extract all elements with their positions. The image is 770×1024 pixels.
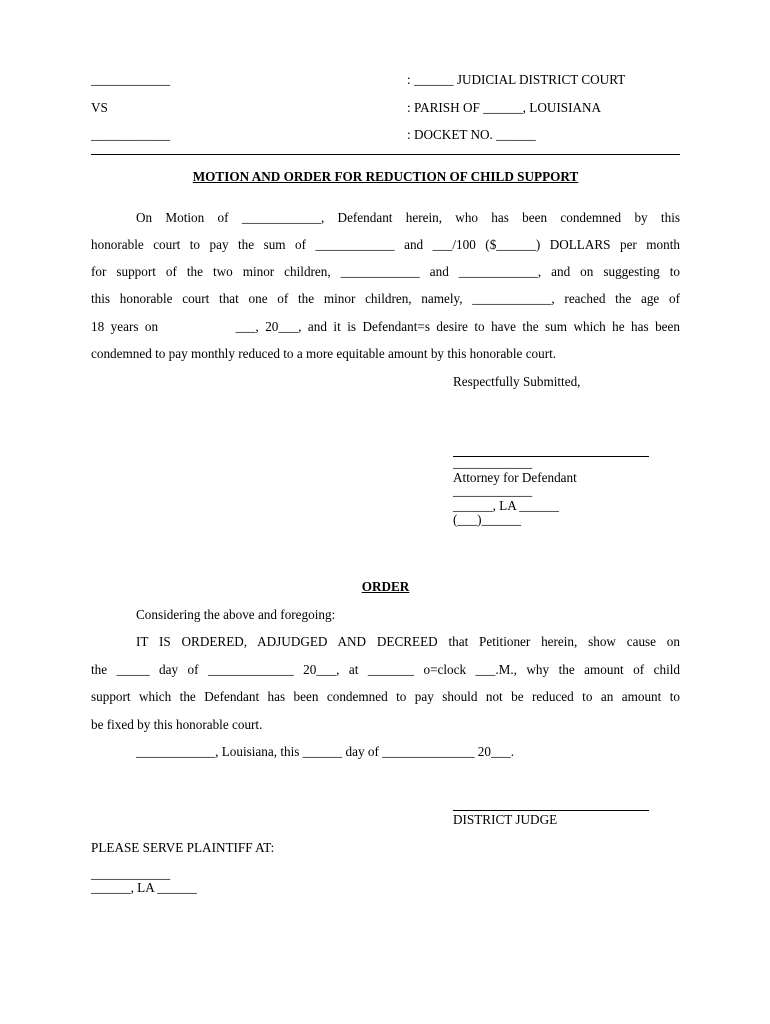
attorney-city-state: ______, LA ______	[453, 498, 559, 513]
motion-title: MOTION AND ORDER FOR REDUCTION OF CHILD SUPPORT	[192, 169, 579, 184]
caption-docket: : DOCKET NO. ______	[407, 127, 536, 142]
order-line: the _____ day of _____________ 20___, at _______ o=clock ___.M., why the amount of child	[91, 662, 680, 677]
order-considering: Considering the above and foregoing:	[136, 607, 336, 622]
caption-party2-blank: ____________	[91, 127, 171, 142]
order-date-line: ____________, Louisiana, this ______ day of ______________ 20___.	[136, 744, 515, 759]
order-line-last: be fixed by this honorable court.	[91, 717, 263, 732]
respectfully-submitted: Respectfully Submitted,	[453, 374, 581, 389]
judge-title: DISTRICT JUDGE	[453, 812, 558, 827]
order-title: ORDER	[361, 579, 410, 594]
motion-line: this honorable court that one of the minor children, namely, ____________, reached the age of	[91, 291, 680, 306]
caption-divider	[91, 154, 680, 155]
attorney-name-blank: ____________	[453, 455, 533, 470]
order-line: IT IS ORDERED, ADJUDGED AND DECREED that Petitioner herein, show cause on	[136, 634, 680, 649]
attorney-role: Attorney for Defendant	[453, 470, 577, 485]
caption-party1-blank: ____________	[91, 72, 171, 87]
service-label: PLEASE SERVE PLAINTIFF AT:	[91, 840, 275, 855]
attorney-phone: (___)______	[453, 512, 522, 527]
service-city-state: ______, LA ______	[91, 880, 197, 895]
motion-line: On Motion of ____________, Defendant herein, who has been condemned by this	[136, 210, 680, 225]
motion-line: honorable court to pay the sum of ____________ and ___/100 ($______) DOLLARS per month	[91, 237, 680, 252]
judge-signature-line	[453, 810, 649, 811]
service-address-blank: ____________	[91, 866, 171, 881]
motion-line-last: condemned to pay monthly reduced to a more equitable amount by this honorable court.	[91, 346, 557, 361]
motion-line: for support of the two minor children, ____________ and ____________, and on suggesting to	[91, 264, 680, 279]
caption-vs: VS	[91, 100, 108, 115]
attorney-address-blank: ____________	[453, 483, 533, 498]
caption-parish: : PARISH OF ______, LOUISIANA	[407, 100, 602, 115]
caption-court: : ______ JUDICIAL DISTRICT COURT	[407, 72, 626, 87]
motion-line: 18 years on ___, 20___, and it is Defendant=s desire to have the sum which he has been	[91, 319, 680, 334]
order-line: support which the Defendant has been condemned to pay should not be reduced to an amount to	[91, 689, 680, 704]
